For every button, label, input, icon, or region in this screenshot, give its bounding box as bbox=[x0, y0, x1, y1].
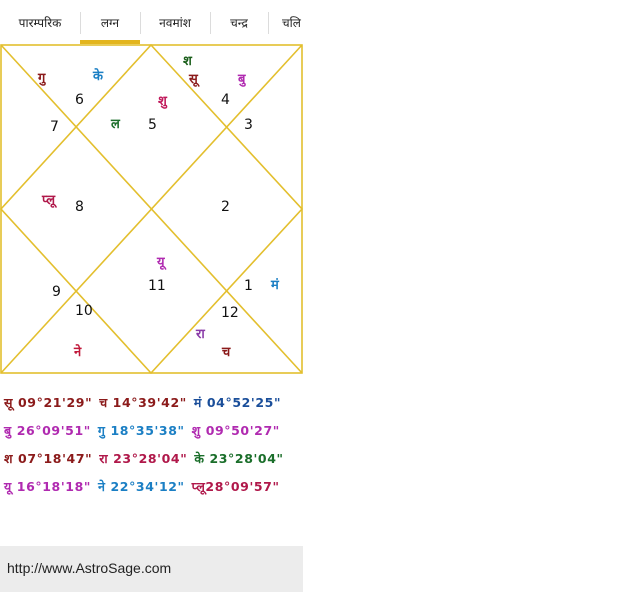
tab-chalit[interactable]: चलि bbox=[282, 15, 301, 30]
position-uranus: यू 16°18'18" bbox=[4, 478, 91, 494]
planet-uranus: यू bbox=[157, 255, 165, 270]
position-rahu: रा 23°28'04" bbox=[99, 450, 188, 466]
position-neptune: ने 22°34'12" bbox=[97, 478, 185, 494]
planet-mercury: बु bbox=[238, 72, 246, 87]
house-number-9: 9 bbox=[52, 284, 61, 300]
position-venus: शु 09°50'27" bbox=[191, 422, 280, 438]
house-number-11: 11 bbox=[148, 278, 166, 294]
planet-neptune: ने bbox=[74, 345, 82, 360]
planet-jupiter: गु bbox=[38, 71, 46, 86]
house-number-3: 3 bbox=[244, 117, 253, 133]
tab-lagna[interactable]: लग्न bbox=[80, 0, 140, 44]
position-moon: च 14°39'42" bbox=[99, 394, 187, 410]
positions-row bbox=[4, 416, 304, 444]
footer-bar bbox=[0, 546, 303, 592]
planet-moon: च bbox=[222, 345, 231, 360]
position-saturn: श 07°18'47" bbox=[4, 450, 93, 466]
position-pluto: प्लू28°09'57" bbox=[191, 478, 280, 494]
house-number-5: 5 bbox=[148, 117, 157, 133]
house-number-8: 8 bbox=[75, 199, 84, 215]
planet-sun: सू bbox=[189, 72, 198, 87]
tab-traditional[interactable]: पारम्परिक bbox=[18, 15, 62, 30]
tab-navamsha[interactable]: नवमांश bbox=[159, 15, 191, 30]
planet-pluto: प्लू bbox=[42, 193, 56, 208]
positions-row bbox=[4, 388, 304, 416]
chart-grid bbox=[0, 44, 303, 374]
planet-positions bbox=[4, 388, 304, 500]
house-number-2: 2 bbox=[221, 199, 230, 215]
planet-rahu: रा bbox=[196, 327, 205, 342]
house-number-6: 6 bbox=[75, 92, 84, 108]
house-number-4: 4 bbox=[221, 92, 230, 108]
house-number-10: 10 bbox=[75, 303, 93, 319]
tab-chandra[interactable]: चन्द्र bbox=[230, 15, 248, 30]
lagna-marker: ल bbox=[111, 117, 120, 132]
position-mercury: बु 26°09'51" bbox=[4, 422, 91, 438]
planet-mars: मं bbox=[271, 278, 279, 293]
lagna-chart bbox=[0, 44, 303, 374]
planet-ketu: के bbox=[93, 69, 103, 84]
astrosage-link[interactable]: http://www.AstroSage.com bbox=[7, 560, 172, 576]
position-ketu: के 23°28'04" bbox=[194, 450, 284, 466]
position-sun: सू 09°21'29" bbox=[4, 394, 93, 410]
positions-row bbox=[4, 472, 304, 500]
tab-bar bbox=[0, 0, 303, 44]
tab-divider bbox=[268, 12, 269, 34]
planet-saturn: श bbox=[183, 54, 192, 69]
position-mars: मं 04°52'25" bbox=[193, 394, 282, 410]
house-number-1: 1 bbox=[244, 278, 253, 294]
house-number-12: 12 bbox=[221, 305, 239, 321]
house-number-7: 7 bbox=[50, 119, 59, 135]
positions-row bbox=[4, 444, 304, 472]
position-jupiter: गु 18°35'38" bbox=[97, 422, 185, 438]
planet-venus: शु bbox=[158, 94, 167, 109]
